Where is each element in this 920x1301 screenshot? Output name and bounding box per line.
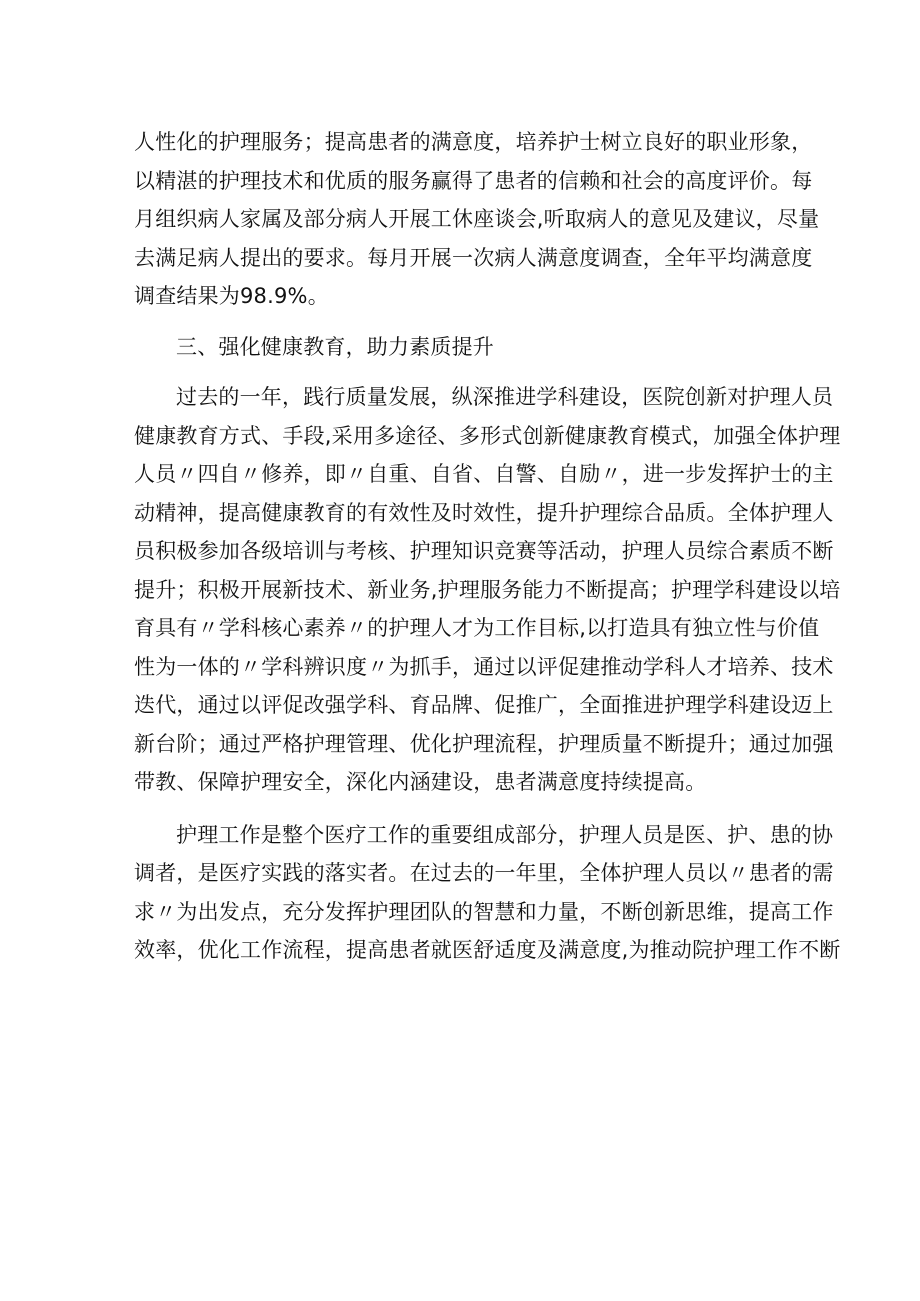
paragraph-line: 效率，优化工作流程，提高患者就医舒适度及满意度,为推动院护理工作不断 — [134, 938, 841, 962]
paragraph-line: 调者，是医疗实践的落实者。在过去的一年里，全体护理人员以〃患者的需 — [134, 861, 834, 885]
paragraph-line: 提升；积极开展新技术、新业务,护理服务能力不断提高；护理学科建设以培 — [134, 577, 841, 602]
paragraph-line: 新台阶；通过严格护理管理、优化护理流程，护理质量不断提升；通过加强 — [134, 731, 834, 756]
paragraph-line: 过去的一年，践行质量发展，纵深推进学科建设，医院创新对护理人员 — [176, 385, 834, 409]
paragraph-line: 去满足病人提出的要求。每月开展一次病人满意度调查，全年平均满意度 — [134, 245, 813, 270]
paragraph-line: 护理工作是整个医疗工作的重要组成部分，护理人员是医、护、患的协 — [176, 822, 834, 847]
paragraph-line: 人性化的护理服务；提高患者的满意度，培养护士树立良好的职业形象， — [134, 130, 813, 154]
paragraph-line: 以精湛的护理技术和优质的服务赢得了患者的信赖和社会的高度评价。每 — [134, 168, 813, 193]
paragraph-line: 迭代，通过以评促改强学科、育品牌、促推广，全面推进护理学科建设迈上 — [134, 693, 834, 717]
paragraph-line: 育具有〃学科核心素养〃的护理人才为工作目标,以打造具有独立性与价值 — [134, 616, 820, 640]
paragraph-1 — [134, 123, 820, 316]
paragraph-line: 动精神，提高健康教育的有效性及时效性，提升护理综合品质。全体护理人 — [134, 500, 834, 525]
paragraph-line: 带教、保障护理安全，深化内涵建设，患者满意度持续提高。 — [134, 770, 707, 794]
document-body — [134, 123, 841, 970]
paragraph-line: 健康教育方式、手段,采用多途径、多形式创新健康教育模式，加强全体护理 — [134, 423, 841, 448]
paragraph-line: 员积极参加各级培训与考核、护理知识竞赛等活动，护理人员综合素质不断 — [134, 539, 834, 563]
paragraph-line: 调查结果为98.9%。 — [134, 284, 329, 308]
paragraph-line: 性为一体的〃学科辨识度〃为抓手，通过以评促建推动学科人才培养、技术 — [134, 654, 834, 679]
section-heading: 三、强化健康教育，助力素质提升 — [176, 334, 494, 359]
paragraph-line: 求〃为出发点，充分发挥护理团队的智慧和力量，不断创新思维，提高工作 — [134, 899, 834, 924]
paragraph-line: 人员〃四自〃修养，即〃自重、自省、自警、自励〃，进一步发挥护士的主 — [134, 462, 834, 486]
section-heading-block — [134, 328, 798, 367]
paragraph-2 — [134, 378, 841, 802]
paragraph-line: 月组织病人家属及部分病人开展工休座谈会,听取病人的意见及建议，尽量 — [134, 207, 820, 231]
paragraph-3 — [134, 816, 841, 970]
